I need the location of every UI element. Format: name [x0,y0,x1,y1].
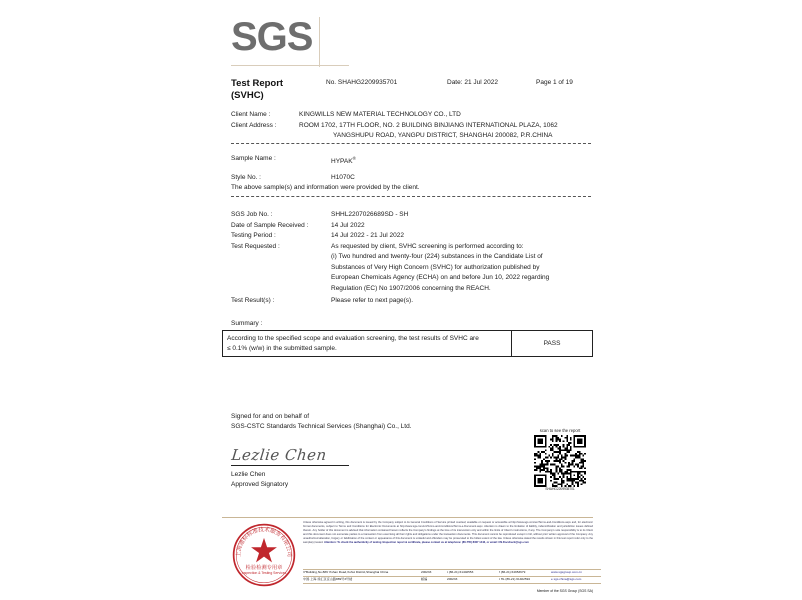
tel-en: t (86-21) 61402553 [447,570,474,574]
date-received-value: 14 Jul 2022 [331,221,365,229]
footer-divider [222,517,593,518]
testing-period-value: 14 Jul 2022 - 21 Jul 2022 [331,232,404,239]
test-requested-line-2: Substances of Very High Concern (SVHC) for authorization published by [331,263,540,271]
legal-text: Unless otherwise agreed in writing, this document is issued by the Company subject to its General Conditions of Service printed overleaf, available on request or accessible at http://www.sgs.com/en/Terms-and-Conditions.aspx and, for electronic format documents, subject to Terms and Conditions for Electronic Documents at http://www.sgs.com/en/Terms-and-Conditions/Terms-e-Document.aspx. Attention is drawn to the limitation of liability, indemnification and jurisdiction issues defined therein. Any holder of this document is advised that information contained hereon reflects the Company's findings at the time of its intervention only and within the limits of Client's instructions, if any. The Company's sole responsibility is to its Client and this document does not exonerate parties to a transaction from exercising all their rights and obligations under the transaction documents. This document cannot be reproduced except in full, without prior written approval of the Company. Any unauthorized alteration, forgery or falsification of the content or appearance of this document is unlawful and offenders may be prosecuted to the fullest extent of the law. Unless otherwise stated the results shown in this test report refer only to the sample(s) tested. [303,521,593,544]
sample-block [231,154,591,194]
client-address-row [231,121,591,132]
zip-cn-value: 200233 [447,577,458,582]
style-no-value: H1070C [331,173,355,181]
signatory-role: Approved Signatory [231,481,289,488]
table-row [223,331,593,357]
sample-note: The above sample(s) and information were provided by the client. [231,184,420,192]
website-link[interactable]: www.sgsgroup.com.cn [551,570,582,574]
test-results-value: Please refer to next page(s). [331,297,414,304]
test-requested-line-3: European Chemicals Agency (ECHA) on and before Jun 10, 2022 regarding [331,274,550,281]
svg-text:上海通标标准技术服务有限公司: 上海通标标准技术服务有限公司 [236,527,292,558]
address-en: 3°Building,No.889 Yishan Road,Xuhui District,Shanghai China [303,570,389,574]
legal-attention: Attention: To check the authenticity of testing /inspection report & certificate, please contact us at telephone: (86-755) 8307 1443, or email: CN.Doccheck@sgs.com [324,540,529,544]
page-subtitle: (SVHC) [231,90,264,101]
qr-code-icon[interactable] [534,435,586,487]
legal-disclaimer [303,521,593,544]
zip-cn [421,577,447,582]
sample-name-row [231,154,591,168]
test-results-row [231,296,591,307]
client-name-row [231,110,591,121]
svg-text:Inspection & Testing Services: Inspection & Testing Services [241,571,287,576]
page-number: Page 1 of 19 [536,79,573,86]
style-no-row [231,173,591,184]
job-no-label: SGS Job No. : [231,211,273,218]
handwritten-signature: Lezlie Chen [230,446,328,464]
divider-2 [231,196,591,197]
member-note: Member of the SGS Group (SGS SA) [536,589,593,593]
summary-result-badge: PASS [512,331,593,357]
summary-text-line1: According to the specified scope and evaluation screening, the test results of SVHC are [227,335,479,342]
divider-1 [231,143,591,144]
job-block [231,210,591,307]
summary-text-cell [223,331,512,357]
svg-text:检验检测专用章: 检验检测专用章 [245,564,283,571]
signature-rule [231,465,349,466]
qr-block [529,428,591,492]
client-name-value: KINGWILLS NEW MATERIAL TECHNOLOGY CO., LTD [299,111,461,118]
signed-for-line2: SGS-CSTC Standards Technical Services (Shanghai) Co., Ltd. [231,422,412,430]
address-row-cn [303,577,603,582]
zip-en: 200233 [421,570,432,574]
client-address-line2: YANGSHUPU ROAD, YANGPU DISTRICT, SHANGHAI 200082, P.R.CHINA [333,132,553,139]
testing-period-label: Testing Period : [231,232,276,239]
address-cn-text: 中国·上海·徐汇区宜山路889号3号楼 [303,577,353,582]
client-address-line2-wrap [231,131,591,142]
signed-for-line1: Signed for and on behalf of [231,413,310,420]
qr-caption: scan to see the report [539,428,581,433]
page-title: Test Report [231,78,284,89]
job-no-row [231,210,591,221]
testing-period-row [231,231,591,242]
client-name-label: Client Name : [231,111,271,118]
report-date: Date: 21 Jul 2022 [447,79,498,86]
summary-table [222,330,593,357]
email-link[interactable]: e sgs.china@sgs.com [551,577,582,582]
client-address-label: Client Address : [231,121,277,129]
fax-en: f (86-21) 64953679 [499,570,526,574]
test-results-label: Test Result(s) : [231,297,275,304]
sample-name-value-wrap [331,154,591,168]
title-row [231,78,591,104]
address-cn [303,577,421,582]
logo-vertical-rule [319,17,320,67]
sgs-logo [231,15,351,73]
client-address-line1: ROOM 1702, 17TH FLOOR, NO. 2 BUILDING BINJIANG INTERNATIONAL PLAZA, 1062 [299,121,558,129]
date-received-row [231,221,591,232]
summary-label: Summary : [231,320,263,327]
test-requested-line-1: (i) Two hundred and twenty-four (224) substances in the Candidate List of [331,253,543,260]
tel-cn: t HL (86-21) 61402594 [499,577,531,582]
address-row-en [303,570,603,575]
signatory-name: Lezlie Chen [231,470,266,478]
signature-block [231,412,471,490]
date-received-label: Date of Sample Received : [231,221,309,229]
report-sheet [213,0,605,600]
logo-horizontal-rule [231,65,349,66]
test-requested-label: Test Requested : [231,242,280,250]
summary-text-line2: ≤ 0.1% (w/w) in the submitted sample. [227,344,337,352]
registered-mark-icon: ® [352,156,356,161]
qr-code-text: SHAHG2209935701 [545,487,575,491]
test-requested-value [331,242,591,295]
zip-cn-label: 邮编 [421,577,428,582]
footer-address-block [303,568,603,584]
sample-name-label: Sample Name : [231,155,276,162]
report-number: No. SHAHG2209935701 [326,79,398,86]
test-requested-line-4: Regulation (EC) No 1907/2006 concerning the REACH. [331,284,491,292]
client-block [231,110,591,142]
company-seal-icon [231,522,297,588]
sgs-logo-text: SGS [231,15,313,59]
sample-name-value: HYPAK [331,158,353,166]
test-requested-row [231,242,591,295]
addr-rule-bottom [303,583,601,584]
job-no-value: SHHL2207026689SD - SH [331,211,409,218]
style-no-label: Style No. : [231,173,261,181]
test-requested-line-0: As requested by client, SVHC screening is performed according to: [331,242,524,250]
